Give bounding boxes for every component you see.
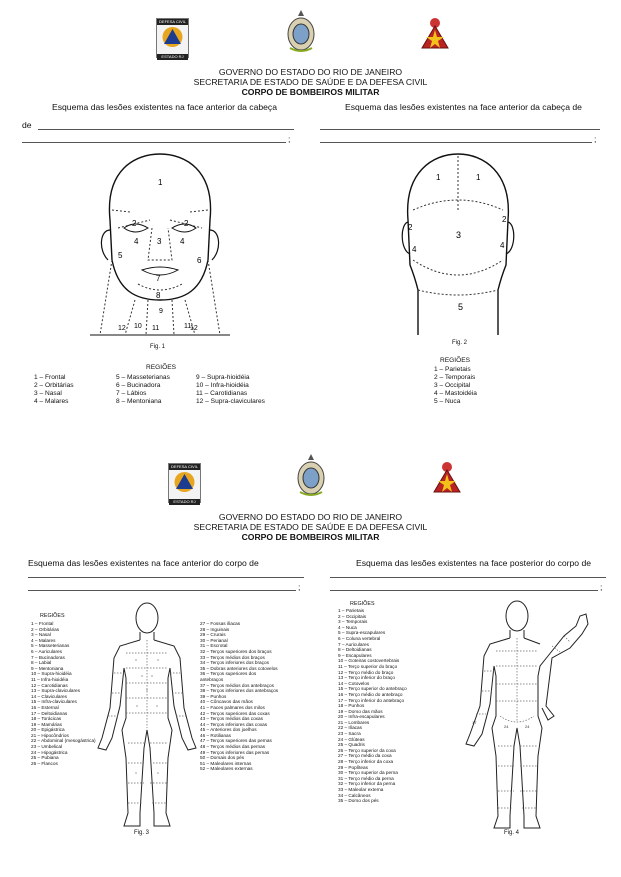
region-item: 8 – Labial: [31, 660, 52, 666]
region-item: 18 – Punhos: [338, 703, 365, 709]
region-item: 35 – Dobras anteriores dos cotovelos: [200, 665, 278, 671]
region-item: 15 – Terço superior do antebraço: [338, 686, 407, 692]
semicolon: ;: [288, 134, 291, 144]
defesa-civil-logo: DEFESA CIVIL ESTADO RJ: [168, 463, 201, 503]
region-item: 12 – Carotidianas: [31, 682, 68, 688]
region-item: 13 – Terço inferior do braço: [338, 675, 395, 681]
region-item: 26 – Flancos: [31, 760, 58, 766]
region-item: 11 – Infra-hioidéia: [31, 676, 69, 682]
region-item: 7 – Auriculares: [338, 641, 370, 647]
svg-text:10: 10: [134, 323, 142, 330]
region-item: 34 – Calcâneos: [338, 792, 371, 798]
fig1-face-diagram: [90, 150, 230, 340]
svg-text:2: 2: [408, 223, 413, 232]
region-item: 22 – Abdominal (mesogástrica): [31, 738, 96, 744]
region-item: 30 – Terço superior da perna: [338, 770, 398, 776]
svg-text:2: 2: [132, 219, 137, 228]
region-item: 5 – Supra-escapulares: [338, 630, 386, 636]
region-item: 43 – Terços médios das coxas: [200, 716, 263, 722]
region-item: antebraços: [200, 676, 224, 682]
region-item: 11 – Terço superior do braço: [338, 663, 398, 669]
region-item: 21 – Lombares: [338, 719, 370, 725]
svg-text:12: 12: [118, 325, 126, 332]
svg-text:8: 8: [156, 291, 161, 300]
body-right-caption: Esquema das lesões existentes na face posterior do corpo de: [356, 558, 592, 568]
fig2-regions-list: 1 – Parietais 2 – Temporais 3 – Occipital 4 – Mastoidéia 5 – Nuca: [434, 366, 477, 405]
state-coat-of-arms: [284, 8, 318, 54]
region-item: 31 – Terço médio da perna: [338, 775, 394, 781]
svg-text:7: 7: [156, 274, 161, 283]
region-item: 2 – Orbitárias: [31, 626, 60, 632]
svg-text:4: 4: [180, 237, 185, 246]
region-item: 7 – Bucinadoras: [31, 654, 65, 660]
triangle-emblem-icon: [157, 25, 188, 49]
region-item: 33 – Maleolar externa: [338, 787, 384, 792]
state-coat-of-arms: [294, 452, 328, 498]
region-item: 6 – Coluna vertebral: [338, 635, 381, 641]
region-item: 27 – Fossas ilíacas: [200, 621, 241, 626]
region-item: 25 – Pubiana: [31, 755, 59, 761]
fig2-regions-title: REGIÕES: [440, 357, 471, 364]
region-item: 44 – Terços inferiores das coxas: [200, 721, 268, 727]
region-item: 8 – Deltoidianas: [338, 647, 372, 653]
fire-dept-emblem: [430, 460, 464, 500]
head-left-caption: Esquema das lesões existentes na face anterior da cabeça: [52, 102, 278, 112]
svg-text:5: 5: [458, 302, 464, 312]
svg-text:3: 3: [456, 230, 462, 240]
region-item: 18 – Torácicas: [31, 716, 62, 722]
region-item: 21 – Hipocôndrios: [31, 732, 69, 738]
fig3-label: Fig. 3: [134, 830, 150, 836]
region-item: 14 – Cotovelos: [338, 680, 370, 686]
page-header-top: GOVERNO DO ESTADO DO RIO DE JANEIRO SECRETARIA DE ESTADO DE SAÚDE E DA DEFESA CIVIL CORPO DE BOMBEIROS MILITAR: [193, 67, 428, 97]
region-item: 28 – Inguinais: [200, 626, 230, 632]
region-item: 25 – Quadris: [338, 742, 365, 748]
region-item: 4 – Nuca: [338, 624, 357, 630]
region-item: 48 – Terços médios das pernas: [200, 744, 266, 750]
region-item: 1 – Parietais: [338, 608, 365, 613]
svg-text:9: 9: [159, 308, 163, 315]
name-line[interactable]: [320, 142, 592, 143]
region-item: 15 – Infra-claviculares: [31, 699, 77, 705]
region-item: 28 – Terço inferior da coxa: [338, 759, 394, 765]
region-item: 30 – Perianal: [200, 637, 228, 643]
region-item: 20 – Epigástrica: [31, 727, 65, 733]
region-item: 5 – Masseterianas: [31, 643, 70, 649]
name-line[interactable]: [28, 577, 304, 578]
svg-text:24: 24: [504, 724, 509, 729]
region-item: 26 – Terço superior da coxa: [338, 747, 396, 753]
svg-text:12: 12: [190, 325, 198, 332]
region-item: 10 – Goteiras costovertebrais: [338, 658, 400, 664]
region-item: 12 – Terço médio do braço: [338, 669, 394, 675]
fig1-regions-col1: 1 – Frontal 2 – Orbitárias 3 – Nasal 4 – Malares: [34, 374, 74, 405]
region-item: 36 – Terços superiores dos: [200, 671, 257, 677]
fig3-regions-list-a: [31, 621, 96, 766]
svg-text:4: 4: [412, 245, 417, 254]
region-item: 20 – Infra-escapulares: [338, 714, 385, 720]
name-line[interactable]: [330, 590, 598, 591]
region-item: 1 – Frontal: [31, 621, 54, 626]
region-item: 32 – Terço inferior da perna: [338, 781, 396, 787]
region-item: 2 – Occipitais: [338, 613, 367, 619]
region-item: 19 – Dorso das mãos: [338, 708, 383, 714]
fig1-regions-title: REGIÕES: [146, 364, 177, 371]
fig1-label: Fig. 1: [150, 344, 166, 350]
region-item: 29 – Poplíteas: [338, 764, 368, 770]
region-item: 24 – Hipogástrica: [31, 749, 68, 755]
fig2-back-head-diagram: [388, 150, 528, 340]
region-item: 9 – Mentoniana: [31, 665, 64, 671]
region-item: 16 – Esternal: [31, 704, 59, 710]
name-line[interactable]: [330, 577, 606, 578]
region-item: 31 – Escrotal: [200, 643, 228, 649]
svg-text:1: 1: [436, 173, 441, 182]
svg-text:1: 1: [476, 173, 481, 182]
triangle-emblem-icon: [169, 470, 200, 494]
region-item: 4 – Malares: [31, 637, 56, 643]
svg-text:2: 2: [184, 219, 189, 228]
region-item: 3 – Temporais: [338, 619, 368, 625]
svg-text:4: 4: [134, 237, 139, 246]
fig4-body-back-diagram: [452, 596, 602, 832]
svg-text:5: 5: [118, 251, 123, 260]
fig3-body-front-diagram: [92, 598, 202, 830]
region-item: 17 – Deltoidianas: [31, 710, 68, 716]
region-item: 3 – Nasal: [31, 632, 51, 638]
region-item: 24 – Glúteas: [338, 736, 365, 742]
name-line[interactable]: [320, 129, 600, 130]
region-item: 39 – Punhos: [200, 693, 227, 699]
region-item: 50 – Dorsais dos pés: [200, 755, 245, 761]
region-item: 47 – Terços superiores das pernas: [200, 738, 272, 744]
region-item: 29 – Crurais: [200, 632, 226, 638]
svg-text:17: 17: [472, 720, 477, 725]
region-item: 42 – Terços superiores das coxas: [200, 710, 270, 716]
page-header-bottom: GOVERNO DO ESTADO DO RIO DE JANEIRO SECRETARIA DE ESTADO DE SAÚDE E DA DEFESA CIVIL CORPO DE BOMBEIROS MILITAR: [193, 512, 428, 542]
fig3-regions-list-b: [200, 621, 278, 772]
svg-text:4: 4: [500, 241, 505, 250]
region-item: 17 – Terço inferior do antebraço: [338, 697, 405, 703]
name-line[interactable]: [22, 142, 286, 143]
region-item: 22 – Ilíacas: [338, 725, 362, 731]
semicolon: ;: [298, 582, 301, 592]
region-item: 33 – Terços médios dos braços: [200, 654, 265, 660]
region-item: 37 – Terços médios dos antebraços: [200, 682, 274, 688]
region-item: 40 – Côncavos das mãos: [200, 699, 253, 705]
region-item: 51 – Maleolares internas: [200, 760, 252, 766]
fig4-regions-title: REGIÕES: [350, 601, 375, 607]
svg-text:11: 11: [152, 325, 160, 332]
body-left-caption: Esquema das lesões existentes na face anterior do corpo de: [28, 558, 259, 568]
region-item: 41 – Faces palmares dos milos: [200, 704, 265, 710]
fig3-regions-title: REGIÕES: [40, 613, 65, 619]
fig4-regions-list: [338, 608, 407, 804]
region-item: 52 – Maleolares externas: [200, 766, 253, 772]
fig4-label: Fig. 4: [504, 830, 520, 836]
region-item: 23 – Sacra: [338, 731, 361, 737]
region-item: 32 – Terços superiores dos braços: [200, 648, 272, 654]
fig1-regions-col2: 5 – Masseterianas 6 – Bucinadora 7 – Lábios 8 – Mentoniana: [116, 374, 170, 405]
region-item: 9 – Escapulares: [338, 652, 372, 658]
defesa-civil-logo: DEFESA CIVIL ESTADO RJ: [156, 18, 189, 58]
region-item: 27 – Terço médio da coxa: [338, 753, 392, 759]
svg-text:24: 24: [525, 724, 530, 729]
svg-text:3: 3: [157, 237, 162, 246]
svg-text:11: 11: [184, 323, 192, 330]
region-item: 16 – Terço médio do antebraço: [338, 691, 403, 697]
head-left-de: de: [22, 120, 32, 130]
region-item: 14 – Claviculares: [31, 693, 67, 699]
region-item: 45 – Anteriores dos joelhos: [200, 727, 257, 733]
region-item: 23 – Umbelical: [31, 744, 63, 750]
region-item: 35 – Dorso dos pés: [338, 798, 379, 804]
semicolon: ;: [600, 582, 603, 592]
fig2-label: Fig. 2: [452, 340, 468, 346]
svg-text:2: 2: [502, 215, 507, 224]
region-item: 6 – Auriculares: [31, 648, 63, 654]
region-item: 38 – Terços inferiores dos antebraços: [200, 688, 279, 694]
name-line[interactable]: [38, 129, 294, 130]
region-item: 46 – Rotilianas: [200, 732, 232, 738]
region-item: 34 – Terços inferiores dos braços: [200, 660, 269, 666]
svg-text:6: 6: [197, 256, 202, 265]
fig1-regions-col3: 9 – Supra-hioidéia 10 – Infra-hioidéia 11 – Carotidianas 12 – Supra-claviculares: [196, 374, 265, 405]
name-line[interactable]: [28, 590, 296, 591]
region-item: 13 – Supra-claviculares: [31, 688, 80, 694]
semicolon: ;: [594, 134, 597, 144]
head-right-caption: Esquema das lesões existentes na face anterior da cabeça de: [345, 102, 582, 112]
region-item: 49 – Terços inferiores das pernas: [200, 749, 270, 755]
region-item: 10 – Supra-hioidéia: [31, 671, 72, 677]
region-item: 19 – Mamárias: [31, 721, 63, 727]
svg-text:1: 1: [158, 178, 163, 187]
fire-dept-emblem: [418, 16, 452, 56]
